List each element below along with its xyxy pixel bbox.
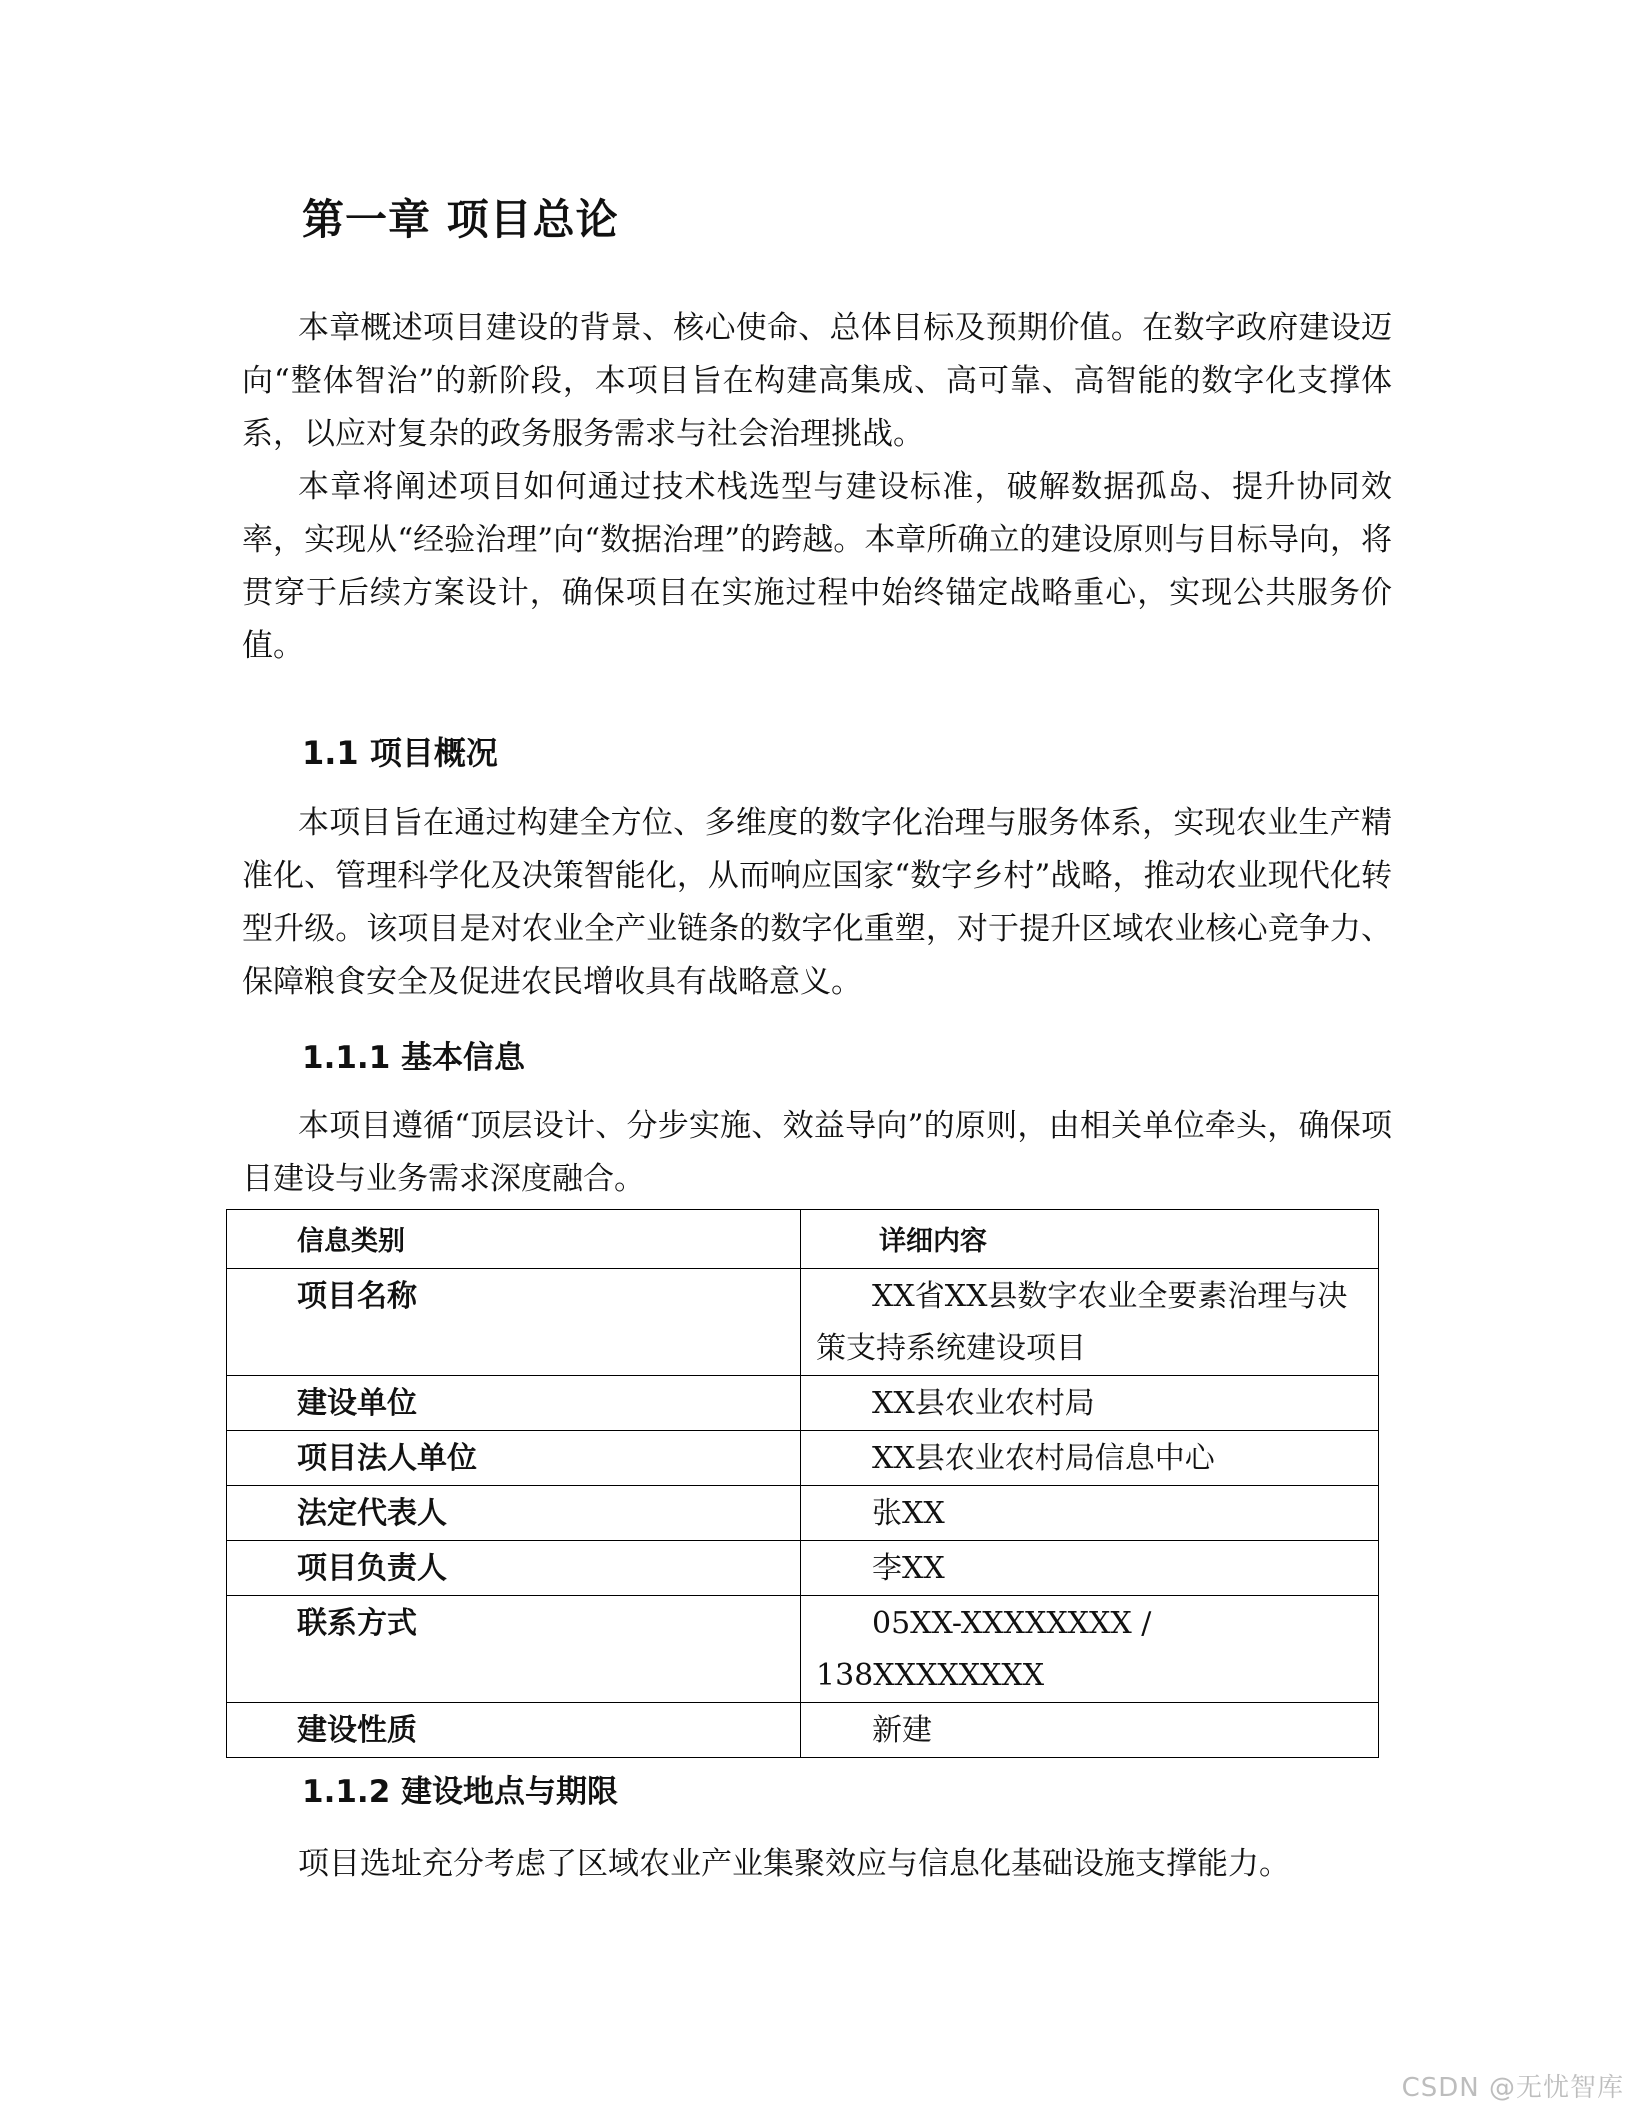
table-cell-label: 项目负责人 [227, 1541, 801, 1596]
table-row [227, 1376, 1379, 1431]
table-row [227, 1596, 1379, 1703]
intro-paragraph-2: 本章将阐述项目如何通过技术栈选型与建设标准，破解数据孤岛、提升协同效率，实现从“经验治理”向“数据治理”的跨越。本章所确立的建设原则与目标导向，将贯穿于后续方案设计，确保项目在实施过程中始终锚定战略重心，实现公共服务价值。 [242, 469, 1392, 664]
chapter-title: 第一章 项目总论 [302, 195, 619, 244]
table-cell-value: 李XX [801, 1541, 1379, 1596]
section-heading-1-1: 1.1 项目概况 [302, 734, 498, 772]
table-row [227, 1431, 1379, 1486]
basic-info-table [226, 1209, 1379, 1758]
section-1-1-1-paragraph: 本项目遵循“顶层设计、分步实施、效益导向”的原则，由相关单位牵头，确保项目建设与业务需求深度融合。 [242, 1108, 1392, 1197]
table-header-category: 信息类别 [227, 1210, 801, 1269]
table-header-row [227, 1210, 1379, 1269]
section-heading-1-1-2: 1.1.2 建设地点与期限 [302, 1774, 619, 1810]
table-row [227, 1703, 1379, 1758]
section-1-1-paragraph: 本项目旨在通过构建全方位、多维度的数字化治理与服务体系，实现农业生产精准化、管理科学化及决策智能化，从而响应国家“数字乡村”战略，推动农业现代化转型升级。该项目是对农业全产业链条的数字化重塑，对于提升区域农业核心竞争力、保障粮食安全及促进农民增收具有战略意义。 [242, 805, 1392, 1000]
table-cell-label: 建设性质 [227, 1703, 801, 1758]
table-cell-label: 法定代表人 [227, 1486, 801, 1541]
table-cell-label: 联系方式 [227, 1596, 801, 1703]
table-cell-value: XX县农业农村局 [801, 1376, 1379, 1431]
intro-paragraph-1: 本章概述项目建设的背景、核心使命、总体目标及预期价值。在数字政府建设迈向“整体智治”的新阶段，本项目旨在构建高集成、高可靠、高智能的数字化支撑体系，以应对复杂的政务服务需求与社会治理挑战。 [242, 310, 1392, 452]
table-cell-value: XX县农业农村局信息中心 [801, 1431, 1379, 1486]
table-cell-value: XX省XX县数字农业全要素治理与决策支持系统建设项目 [801, 1269, 1379, 1376]
table-cell-value: 05XX-XXXXXXXX / 138XXXXXXXX [801, 1596, 1379, 1703]
table-row [227, 1541, 1379, 1596]
table-header-details: 详细内容 [801, 1210, 1379, 1269]
section-1-1-2-paragraph: 项目选址充分考虑了区域农业产业集聚效应与信息化基础设施支撑能力。 [298, 1846, 1290, 1882]
table-cell-value: 张XX [801, 1486, 1379, 1541]
table-cell-label: 建设单位 [227, 1376, 801, 1431]
table-cell-label: 项目名称 [227, 1269, 801, 1376]
table-row [227, 1269, 1379, 1376]
section-heading-1-1-1: 1.1.1 基本信息 [302, 1040, 526, 1076]
csdn-watermark: CSDN @无忧智库 [1401, 2073, 1624, 2103]
table-cell-value: 新建 [801, 1703, 1379, 1758]
table-cell-label: 项目法人单位 [227, 1431, 801, 1486]
table-row [227, 1486, 1379, 1541]
